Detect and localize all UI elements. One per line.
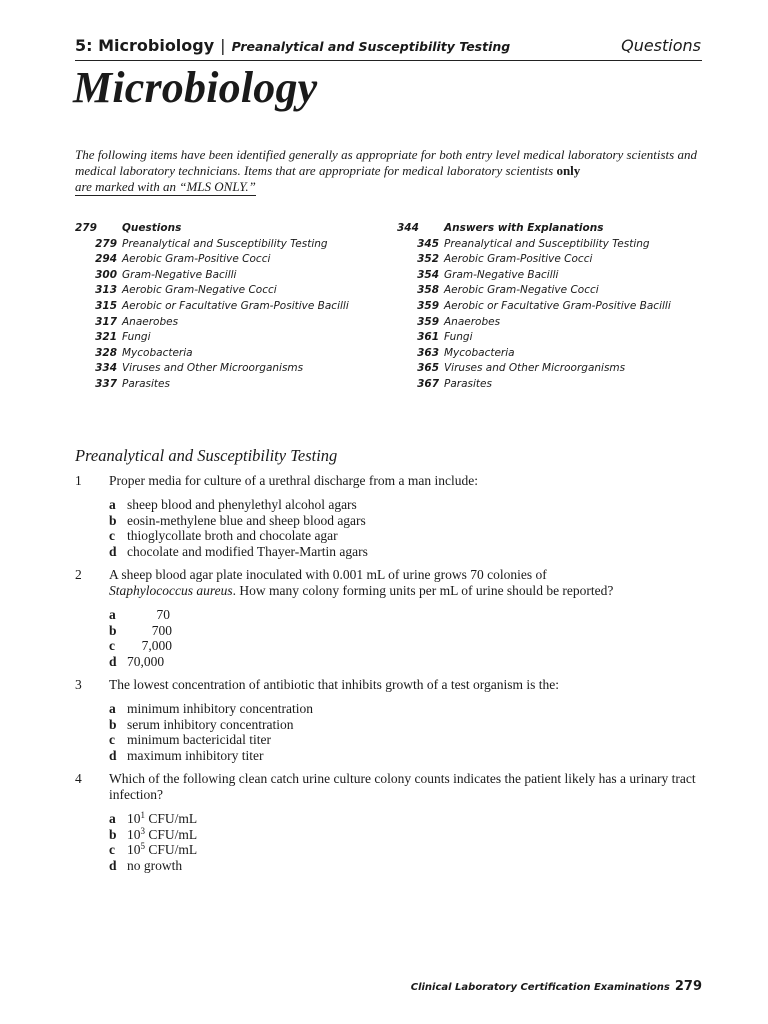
toc-item bbox=[397, 237, 671, 253]
answer-option bbox=[109, 544, 368, 560]
question-stem: Proper media for culture of a urethral discharge from a man include: bbox=[109, 473, 478, 488]
toc-label: Aerobic or Facultative Gram-Positive Bacilli bbox=[122, 299, 349, 312]
section-heading: Preanalytical and Susceptibility Testing bbox=[75, 446, 338, 465]
toc-item bbox=[397, 299, 671, 315]
option-text: no growth bbox=[127, 857, 183, 873]
toc-item bbox=[75, 299, 349, 315]
toc-page: 321 bbox=[95, 331, 117, 344]
toc-label: Anaerobes bbox=[122, 315, 179, 328]
toc-item bbox=[75, 268, 349, 284]
colony-count-exponent: 5 bbox=[140, 841, 145, 851]
toc-heading-label: Questions bbox=[122, 222, 182, 234]
question-number: 2 bbox=[75, 567, 82, 582]
answer-options bbox=[109, 497, 368, 559]
answer-option bbox=[109, 842, 197, 858]
toc-item bbox=[75, 361, 349, 377]
toc-label: Fungi bbox=[122, 331, 151, 344]
option-letter: d bbox=[109, 653, 117, 669]
toc-page: 352 bbox=[417, 253, 439, 266]
option-text: maximum inhibitory titer bbox=[127, 747, 264, 763]
toc-item bbox=[397, 361, 671, 377]
question-stem bbox=[109, 567, 709, 599]
option-text: sheep blood and phenylethyl alcohol agars bbox=[127, 497, 357, 512]
toc-label: Viruses and Other Microorganisms bbox=[122, 362, 304, 375]
answer-option bbox=[109, 654, 172, 670]
intro-paragraph bbox=[75, 147, 715, 195]
option-text: minimum bactericidal titer bbox=[127, 732, 271, 747]
option-letter: c bbox=[109, 842, 115, 857]
question-stem: Which of the following clean catch urine culture colony counts indicates the patient likely has a urinary tract infection? bbox=[109, 771, 696, 802]
answer-option bbox=[109, 748, 313, 764]
toc-item bbox=[75, 346, 349, 362]
answer-options bbox=[109, 811, 197, 873]
answer-options bbox=[109, 701, 313, 763]
option-letter: c bbox=[109, 638, 115, 653]
toc-label: Preanalytical and Susceptibility Testing bbox=[444, 237, 650, 250]
option-letter: b bbox=[109, 716, 117, 732]
colony-count-base: 10 bbox=[127, 842, 141, 857]
header-separator: | bbox=[220, 36, 226, 55]
answer-option bbox=[109, 607, 172, 623]
toc-item bbox=[397, 377, 671, 393]
toc-heading bbox=[75, 221, 349, 237]
option-text: 70 bbox=[156, 607, 170, 622]
toc-label: Aerobic Gram-Positive Cocci bbox=[444, 253, 593, 266]
option-text: thioglycollate broth and chocolate agar bbox=[127, 528, 338, 543]
option-letter: b bbox=[109, 512, 117, 528]
answer-option bbox=[109, 638, 172, 654]
toc-label: Aerobic or Facultative Gram-Positive Bacilli bbox=[444, 299, 671, 312]
toc-page: 294 bbox=[95, 253, 117, 266]
option-letter: a bbox=[109, 607, 116, 622]
option-letter: a bbox=[109, 497, 116, 512]
toc-page: 328 bbox=[95, 346, 117, 359]
organism-name: Staphylococcus aureus bbox=[109, 583, 233, 598]
toc-page: 365 bbox=[417, 362, 439, 375]
header-rule bbox=[75, 60, 702, 61]
option-text: 7,000 bbox=[141, 638, 172, 653]
toc-item bbox=[397, 330, 671, 346]
toc-label: Parasites bbox=[444, 377, 492, 390]
option-letter: b bbox=[109, 622, 117, 638]
intro-bold-word: only bbox=[556, 163, 581, 178]
toc-page: 363 bbox=[417, 346, 439, 359]
answer-option bbox=[109, 732, 313, 748]
header-right-label: Questions bbox=[621, 36, 701, 55]
colony-count-base: 10 bbox=[127, 811, 141, 826]
toc-page: 315 bbox=[95, 299, 117, 312]
toc-answers bbox=[397, 221, 671, 393]
option-letter: a bbox=[109, 811, 116, 826]
toc-page: 279 bbox=[95, 237, 117, 250]
option-text bbox=[127, 827, 197, 843]
answer-option bbox=[109, 811, 197, 827]
running-header bbox=[75, 36, 510, 56]
page-footer bbox=[411, 975, 702, 994]
option-text: 700 bbox=[151, 622, 172, 638]
toc-heading bbox=[397, 221, 671, 237]
question-number: 4 bbox=[75, 771, 82, 786]
toc-page: 367 bbox=[417, 377, 439, 390]
toc-page: 345 bbox=[417, 237, 439, 250]
toc-label: Mycobacteria bbox=[444, 346, 515, 359]
intro-text: The following items have been identified generally as appropriate for both entry level medical laboratory scientists and medical laboratory technicians. Items that are appropriate for medical laboratory scientists bbox=[75, 147, 697, 178]
stem-text: . How many colony forming units per mL of urine should be reported? bbox=[232, 583, 614, 598]
toc-item bbox=[75, 330, 349, 346]
question-stem: The lowest concentration of antibiotic that inhibits growth of a test organism is the: bbox=[109, 677, 560, 692]
question-number: 3 bbox=[75, 677, 82, 692]
toc-label: Anaerobes bbox=[444, 315, 501, 328]
option-letter: d bbox=[109, 747, 117, 763]
toc-item bbox=[75, 252, 349, 268]
toc-label: Preanalytical and Susceptibility Testing bbox=[122, 237, 328, 250]
colony-count-unit: CFU/mL bbox=[145, 811, 198, 826]
option-letter: a bbox=[109, 701, 116, 716]
chapter-label: 5: Microbiology bbox=[75, 36, 215, 55]
option-text: minimum inhibitory concentration bbox=[127, 701, 313, 716]
option-text bbox=[127, 811, 197, 827]
toc-label: Aerobic Gram-Negative Cocci bbox=[122, 284, 277, 297]
answer-option bbox=[109, 497, 368, 513]
toc-heading-label: Answers with Explanations bbox=[444, 222, 604, 234]
option-text: chocolate and modified Thayer-Martin agars bbox=[127, 543, 368, 559]
toc-page: 359 bbox=[417, 299, 439, 312]
question-number: 1 bbox=[75, 473, 82, 488]
toc-item bbox=[397, 346, 671, 362]
option-letter: d bbox=[109, 543, 117, 559]
toc-questions bbox=[75, 221, 349, 393]
toc-label: Mycobacteria bbox=[122, 346, 193, 359]
answer-options bbox=[109, 607, 172, 669]
toc-heading-page: 279 bbox=[75, 222, 97, 234]
toc-item bbox=[75, 377, 349, 393]
toc-page: 354 bbox=[417, 268, 439, 281]
toc-label: Viruses and Other Microorganisms bbox=[444, 362, 626, 375]
stem-text: A sheep blood agar plate inoculated with 0.001 mL of urine grows 70 colonies of bbox=[109, 567, 547, 582]
toc-page: 337 bbox=[95, 377, 117, 390]
toc-label: Gram-Negative Bacilli bbox=[444, 268, 559, 281]
toc-item bbox=[75, 315, 349, 331]
colony-count-unit: CFU/mL bbox=[145, 826, 198, 842]
footer-book-title: Clinical Laboratory Certification Examinations bbox=[410, 982, 670, 993]
option-text: eosin-methylene blue and sheep blood agars bbox=[127, 512, 366, 528]
toc-label: Parasites bbox=[122, 377, 170, 390]
answer-option bbox=[109, 858, 197, 874]
option-letter: c bbox=[109, 528, 115, 543]
toc-label: Gram-Negative Bacilli bbox=[122, 268, 237, 281]
toc-label: Aerobic Gram-Negative Cocci bbox=[444, 284, 599, 297]
toc-page: 359 bbox=[417, 315, 439, 328]
toc-label: Fungi bbox=[444, 331, 473, 344]
answer-option bbox=[109, 528, 368, 544]
option-letter: d bbox=[109, 857, 117, 873]
option-text: serum inhibitory concentration bbox=[127, 716, 294, 732]
page-title: Microbiology bbox=[73, 63, 318, 112]
answer-option bbox=[109, 701, 313, 717]
toc-item bbox=[397, 268, 671, 284]
colony-count-unit: CFU/mL bbox=[145, 842, 198, 857]
option-text bbox=[127, 842, 197, 858]
toc-page: 334 bbox=[95, 362, 117, 375]
colony-count-exponent: 3 bbox=[140, 825, 145, 836]
answer-option bbox=[109, 827, 197, 843]
answer-option bbox=[109, 513, 368, 529]
colony-count-base: 10 bbox=[127, 826, 141, 842]
toc-page: 317 bbox=[95, 315, 117, 328]
option-letter: b bbox=[109, 826, 117, 842]
toc-label: Aerobic Gram-Positive Cocci bbox=[122, 253, 271, 266]
page-number: 279 bbox=[674, 979, 702, 994]
toc-item bbox=[75, 283, 349, 299]
toc-page: 313 bbox=[95, 284, 117, 297]
intro-tail: are marked with an “MLS ONLY.” bbox=[75, 179, 256, 194]
option-text: 70,000 bbox=[127, 653, 165, 669]
toc-item bbox=[397, 315, 671, 331]
answer-option bbox=[109, 623, 172, 639]
toc-page: 300 bbox=[95, 268, 117, 281]
toc-page: 358 bbox=[417, 284, 439, 297]
header-section-label: Preanalytical and Susceptibility Testing bbox=[231, 39, 511, 54]
toc-item bbox=[75, 237, 349, 253]
toc-item bbox=[397, 252, 671, 268]
toc-page: 361 bbox=[417, 331, 439, 344]
option-letter: c bbox=[109, 732, 115, 747]
toc-item bbox=[397, 283, 671, 299]
answer-option bbox=[109, 717, 313, 733]
toc-heading-page: 344 bbox=[397, 222, 419, 234]
colony-count-exponent: 1 bbox=[140, 810, 145, 820]
